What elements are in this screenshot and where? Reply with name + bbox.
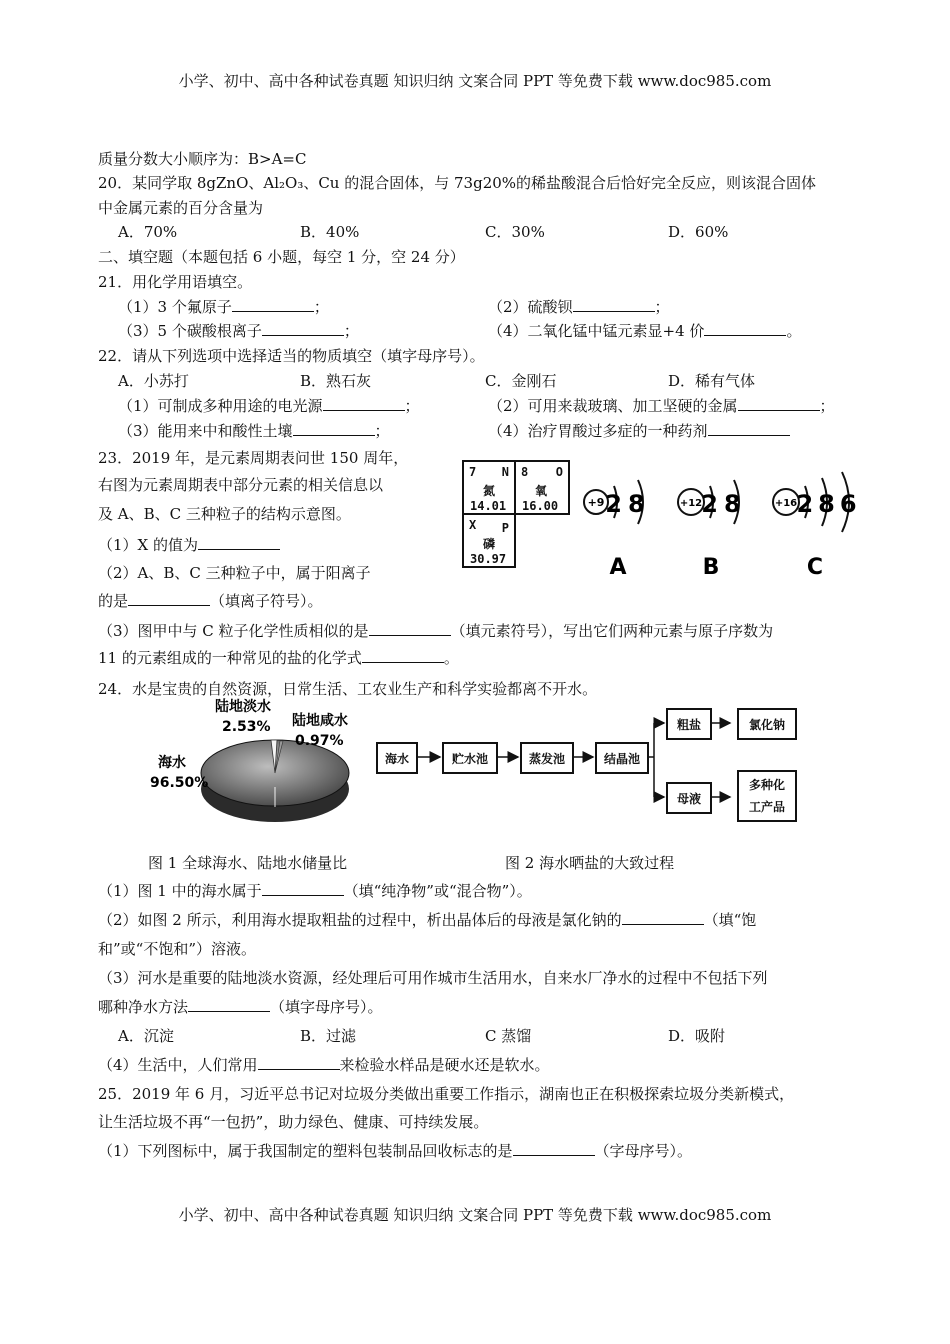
q24-item-1: （1）图 1 中的海水属于 （填“纯净物”或“混合物”）。 xyxy=(98,882,532,900)
flow-box-mother-liquor: 母液 xyxy=(666,782,712,814)
q25-line1: 25．2019 年 6 月，习近平总书记对垃圾分类做出重要工作指示，湖南也正在积极探索垃圾分类新模式， xyxy=(98,1085,795,1103)
q21-item-3: （3）5 个碳酸根离子 ； xyxy=(118,322,359,340)
page-header: 小学、初中、高中各种试卷真题 知识归纳 文案合同 PPT 等免费下载 www.doc985.com xyxy=(178,72,772,90)
q23-item-3a: （3）图甲中与 C 粒子化学性质相似的是 （填元素符号），写出它们两种元素与原子序数为 xyxy=(98,622,774,640)
value-sea-water: 96.50% xyxy=(150,775,209,791)
q24-option-d: D．吸附 xyxy=(668,1027,726,1045)
electron-shells: 28 xyxy=(605,490,651,518)
nucleus-charge: +9 xyxy=(587,496,605,509)
q24-option-a: A．沉淀 xyxy=(118,1027,174,1045)
water-pie-figure xyxy=(140,695,380,830)
q20-line1: 20．某同学取 8gZnO、Al₂O₃、Cu 的混合固体，与 73g20%的稀盐酸混合后恰好完全反应，则该混合固体 xyxy=(98,174,817,192)
flow-box-chemical-products: 多种化 工产品 xyxy=(737,770,797,822)
periodic-table-fragment xyxy=(462,460,572,570)
answer-blank[interactable] xyxy=(188,998,270,1012)
answer-blank[interactable] xyxy=(369,622,451,636)
q25-line2: 让生活垃圾不再“一包扔”，助力绿色、健康、可持续发展。 xyxy=(98,1113,489,1131)
q21-item-2: （2）硫酸钡 ； xyxy=(488,298,670,316)
q23-item-2b: 的是 （填离子符号）。 xyxy=(98,592,323,610)
q22-item-2: （2）可用来裁玻璃、加工坚硬的金属 ； xyxy=(488,397,835,415)
q22-item-3: （3）能用来中和酸性土壤 ； xyxy=(118,422,390,440)
answer-blank[interactable] xyxy=(232,298,314,312)
answer-blank[interactable] xyxy=(323,397,405,411)
answer-blank[interactable] xyxy=(513,1142,595,1156)
atom-label: C xyxy=(806,555,824,580)
atom-a xyxy=(584,480,651,580)
q20-option-c: C．30% xyxy=(485,223,545,241)
atom-label: B xyxy=(702,555,720,580)
answer-blank[interactable] xyxy=(258,1056,340,1070)
q22-option-b: B．熟石灰 xyxy=(300,372,372,390)
q24-option-b: B．过滤 xyxy=(300,1027,357,1045)
q23-line3: 及 A、B、C 三种粒子的结构示意图。 xyxy=(98,505,351,523)
atom-c xyxy=(773,472,862,580)
value-salt-water: 0.97% xyxy=(295,733,344,749)
q22-stem: 22．请从下列选项中选择适当的物质填空（填字母序号）。 xyxy=(98,347,485,365)
q23-item-2a: （2）A、B、C 三种粒子中，属于阳离子 xyxy=(98,564,371,582)
q24-item-4: （4）生活中，人们常用 来检验水样品是硬水还是软水。 xyxy=(98,1056,550,1074)
q22-item-4: （4）治疗胃酸过多症的一种药剂 xyxy=(488,420,790,441)
q21-item-4: （4）二氧化锰中锰元素显+4 价 。 xyxy=(488,322,802,340)
flow-box-evaporation-pond: 蒸发池 xyxy=(520,742,574,774)
answer-blank[interactable] xyxy=(198,536,280,550)
answer-blank[interactable] xyxy=(708,422,790,436)
q21-stem: 21．用化学用语填空。 xyxy=(98,273,253,291)
q20-option-a: A．70% xyxy=(118,223,178,241)
q22-option-a: A．小苏打 xyxy=(118,372,189,390)
q20-line2: 中金属元素的百分含量为 xyxy=(98,199,264,217)
q23-line2: 右图为元素周期表中部分元素的相关信息以 xyxy=(98,476,384,494)
q23-item-3b: 11 的元素组成的一种常见的盐的化学式 。 xyxy=(98,649,459,667)
answer-blank[interactable] xyxy=(362,649,444,663)
q20-option-d: D．60% xyxy=(668,223,729,241)
answer-blank[interactable] xyxy=(622,911,704,925)
element-cell-n: 7 N 氮 14.01 xyxy=(462,460,516,515)
label-sea-water: 海水 xyxy=(158,755,186,771)
q23-line1: 23．2019 年，是元素周期表问世 150 周年， xyxy=(98,449,409,467)
atom-structure-diagrams xyxy=(578,460,868,585)
answer-blank[interactable] xyxy=(738,397,820,411)
element-cell-o: 8 O 氧 16.00 xyxy=(514,460,570,515)
q24-item-3a: （3）河水是重要的陆地淡水资源，经处理后可用作城市生活用水，自来水厂净水的过程中不包括下列 xyxy=(98,969,768,987)
answer-blank[interactable] xyxy=(704,322,786,336)
figure-1-caption: 图 1 全球海水、陆地水储量比 xyxy=(148,854,348,872)
electron-shells: 286 xyxy=(796,490,862,518)
flow-box-reservoir: 贮水池 xyxy=(442,742,498,774)
q24-option-c: C 蒸馏 xyxy=(485,1027,532,1045)
answer-blank[interactable] xyxy=(573,298,655,312)
electron-shells: 28 xyxy=(701,490,747,518)
page-footer: 小学、初中、高中各种试卷真题 知识归纳 文案合同 PPT 等免费下载 www.doc985.com xyxy=(178,1206,772,1224)
nucleus-charge: +16 xyxy=(774,498,798,509)
figure-2-caption: 图 2 海水晒盐的大致过程 xyxy=(505,854,675,872)
q19-tail: 质量分数大小顺序为：B>A=C xyxy=(98,150,307,168)
answer-blank[interactable] xyxy=(293,422,375,436)
q24-item-2b: 和”或“不饱和”）溶液。 xyxy=(98,940,257,958)
flow-box-sodium-chloride: 氯化钠 xyxy=(737,708,797,740)
answer-blank[interactable] xyxy=(262,882,344,896)
answer-blank[interactable] xyxy=(128,592,210,606)
label-fresh-water: 陆地淡水 xyxy=(215,699,271,715)
q22-option-c: C．金刚石 xyxy=(485,372,557,390)
flow-box-seawater: 海水 xyxy=(376,742,418,774)
atom-b xyxy=(678,480,747,580)
label-salt-water: 陆地咸水 xyxy=(292,713,348,729)
q22-option-d: D．稀有气体 xyxy=(668,372,756,390)
q22-item-1: （1）可制成多种用途的电光源 ； xyxy=(118,397,420,415)
q23-item-1: （1）X 的值为 xyxy=(98,534,280,555)
nucleus-charge: +12 xyxy=(679,498,703,509)
atom-label: A xyxy=(609,555,627,580)
q24-stem: 24．水是宝贵的自然资源，日常生活、工农业生产和科学实验都离不开水。 xyxy=(98,680,598,698)
q24-item-3b: 哪种净水方法 （填字母序号）。 xyxy=(98,998,383,1016)
flow-box-crude-salt: 粗盐 xyxy=(666,708,712,740)
q24-item-2a: （2）如图 2 所示，利用海水提取粗盐的过程中，析出晶体后的母液是氯化钠的 （填“饱 xyxy=(98,911,757,929)
value-fresh-water: 2.53% xyxy=(222,719,271,735)
element-cell-p: X P 磷 30.97 xyxy=(462,513,516,568)
flow-box-crystallization-pond: 结晶池 xyxy=(595,742,649,774)
q25-item-1: （1）下列图标中，属于我国制定的塑料包装制品回收标志的是 （字母序号）。 xyxy=(98,1142,693,1160)
section-2-heading: 二、填空题（本题包括 6 小题，每空 1 分，空 24 分） xyxy=(98,248,465,266)
q21-item-1: （1）3 个氟原子 ； xyxy=(118,298,329,316)
answer-blank[interactable] xyxy=(262,322,344,336)
q20-option-b: B．40% xyxy=(300,223,360,241)
